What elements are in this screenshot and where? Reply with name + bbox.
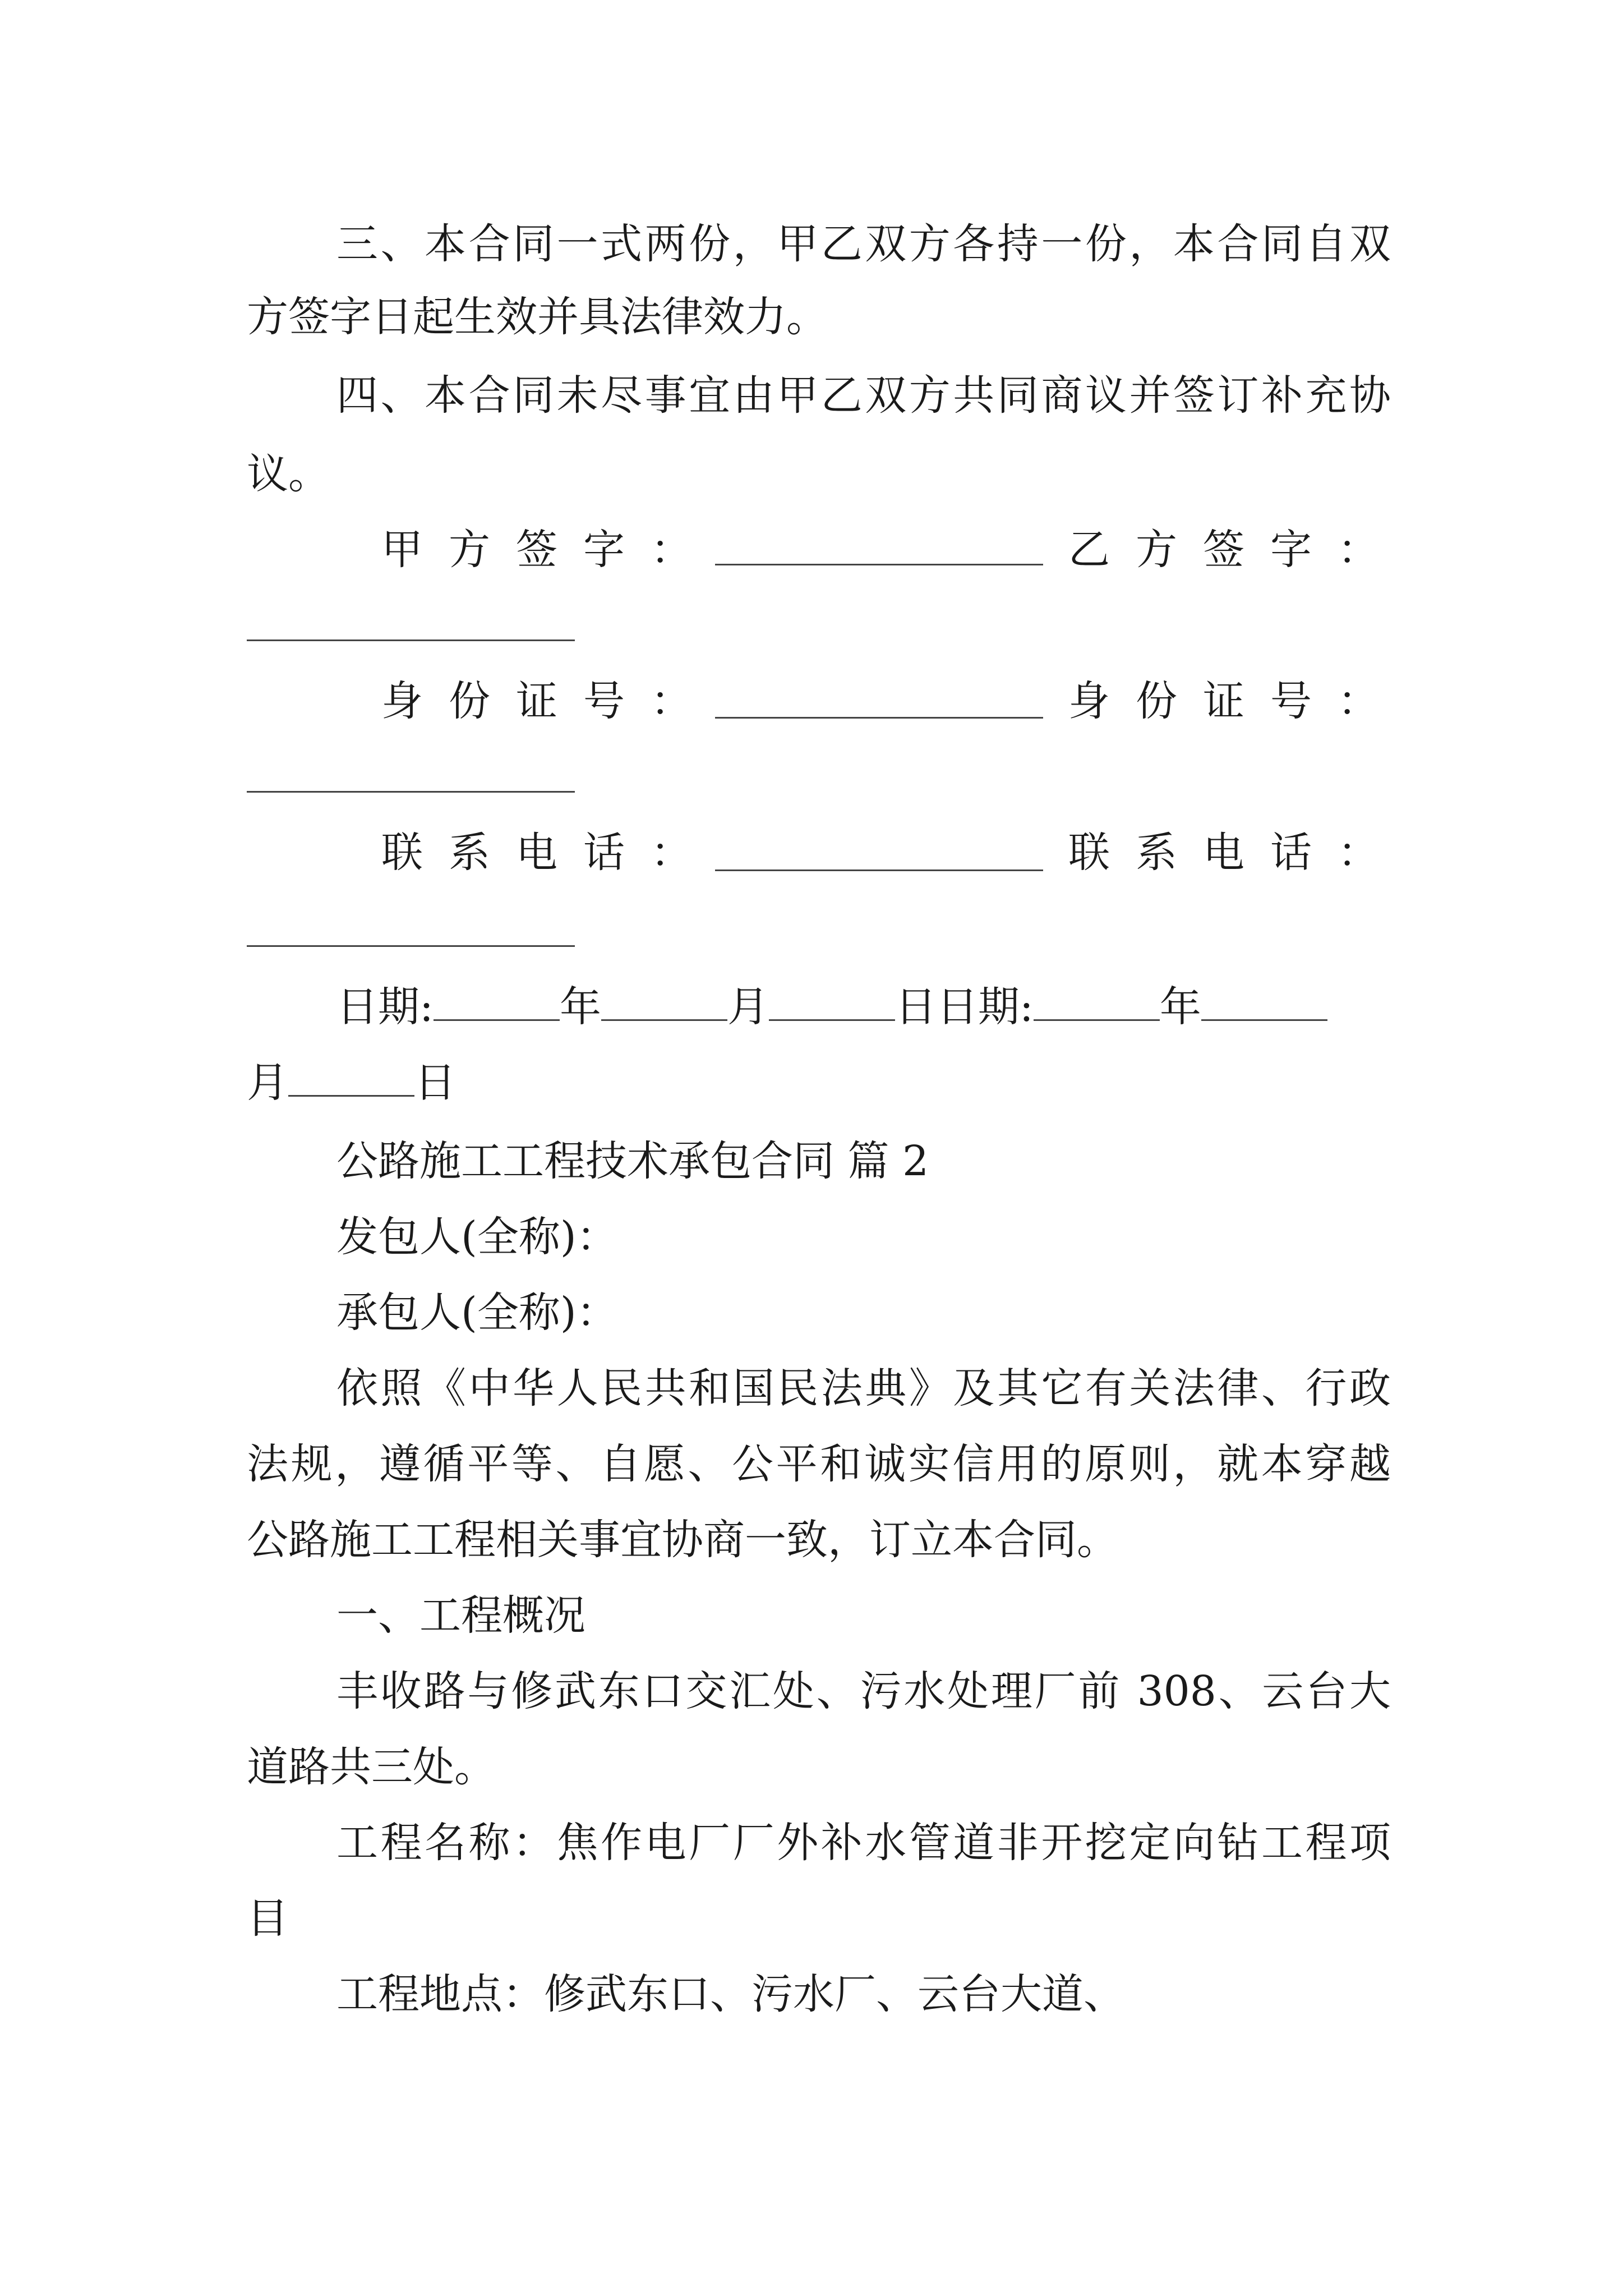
contractor-line: 承包人(全称)： — [336, 1289, 618, 1337]
date-b-year-label: 年 — [1159, 983, 1201, 1031]
date-label-a: 日期: — [336, 983, 434, 1031]
date-a-year-label: 年 — [559, 983, 601, 1031]
party-a-signature-label: 甲方签字： — [381, 526, 718, 574]
intro-line-1: 依照《中华人民共和国民法典》及其它有关法律、行政 — [336, 1364, 1391, 1412]
party-a-phone-label: 联系电话： — [381, 829, 718, 877]
party-a-signature-blank[interactable] — [715, 564, 1043, 565]
date-b-month-label: 月 — [247, 1059, 288, 1107]
date-b-day-label: 日 — [414, 1059, 456, 1107]
intro-line-2: 法规，遵循平等、自愿、公平和诚实信用的原则，就本穿越 — [247, 1440, 1391, 1488]
date-a-day-label: 日 — [895, 983, 937, 1031]
project-name-line-1: 工程名称：焦作电厂厂外补水管道非开挖定向钻工程项 — [336, 1819, 1391, 1867]
date-a-month-blank[interactable] — [601, 981, 727, 1021]
date-a-day-blank[interactable] — [769, 981, 895, 1021]
date-row — [336, 979, 1391, 1035]
employer-line: 发包人(全称)： — [336, 1213, 618, 1261]
date-label-b: 日期: — [936, 983, 1034, 1031]
party-b-signature-blank[interactable] — [247, 639, 575, 641]
clause-4-line-1: 四、本合同未尽事宜由甲乙双方共同商议并签订补充协 — [336, 371, 1391, 420]
party-b-id-blank[interactable] — [247, 791, 575, 793]
overview-line-1: 丰收路与修武东口交汇处、污水处理厂前 308、云台大 — [336, 1667, 1391, 1715]
overview-line-2: 道路共三处。 — [247, 1743, 496, 1791]
section-2-title: 公路施工工程技术承包合同 篇 2 — [336, 1137, 929, 1185]
date-row-continued — [247, 1055, 1391, 1111]
date-a-year-blank[interactable] — [434, 981, 560, 1021]
party-b-signature-label: 乙方签字： — [1068, 526, 1405, 574]
heading-project-overview: 一、工程概况 — [336, 1591, 585, 1640]
date-a-month-label: 月 — [727, 983, 769, 1031]
intro-line-3: 公路施工工程相关事宜协商一致，订立本合同。 — [247, 1516, 1118, 1564]
date-b-month-blank-part[interactable] — [1201, 981, 1327, 1021]
date-b-day-blank[interactable] — [288, 1057, 414, 1097]
date-b-year-blank[interactable] — [1034, 981, 1160, 1021]
party-a-id-label: 身份证号： — [381, 677, 718, 725]
party-a-phone-blank[interactable] — [715, 869, 1043, 871]
project-name-line-2: 目 — [247, 1894, 288, 1943]
party-b-phone-label: 联系电话： — [1068, 829, 1405, 877]
clause-3-line-1: 三、本合同一式两份，甲乙双方各持一份，本合同自双 — [336, 220, 1391, 268]
clause-3-line-2: 方签字日起生效并具法律效力。 — [247, 293, 828, 341]
party-b-phone-blank[interactable] — [247, 945, 575, 947]
party-a-id-blank[interactable] — [715, 717, 1043, 719]
project-location-line: 工程地点：修武东口、污水厂、云台大道、 — [336, 1970, 1125, 2018]
party-b-id-label: 身份证号： — [1068, 677, 1405, 725]
clause-4-line-2: 议。 — [247, 450, 330, 498]
